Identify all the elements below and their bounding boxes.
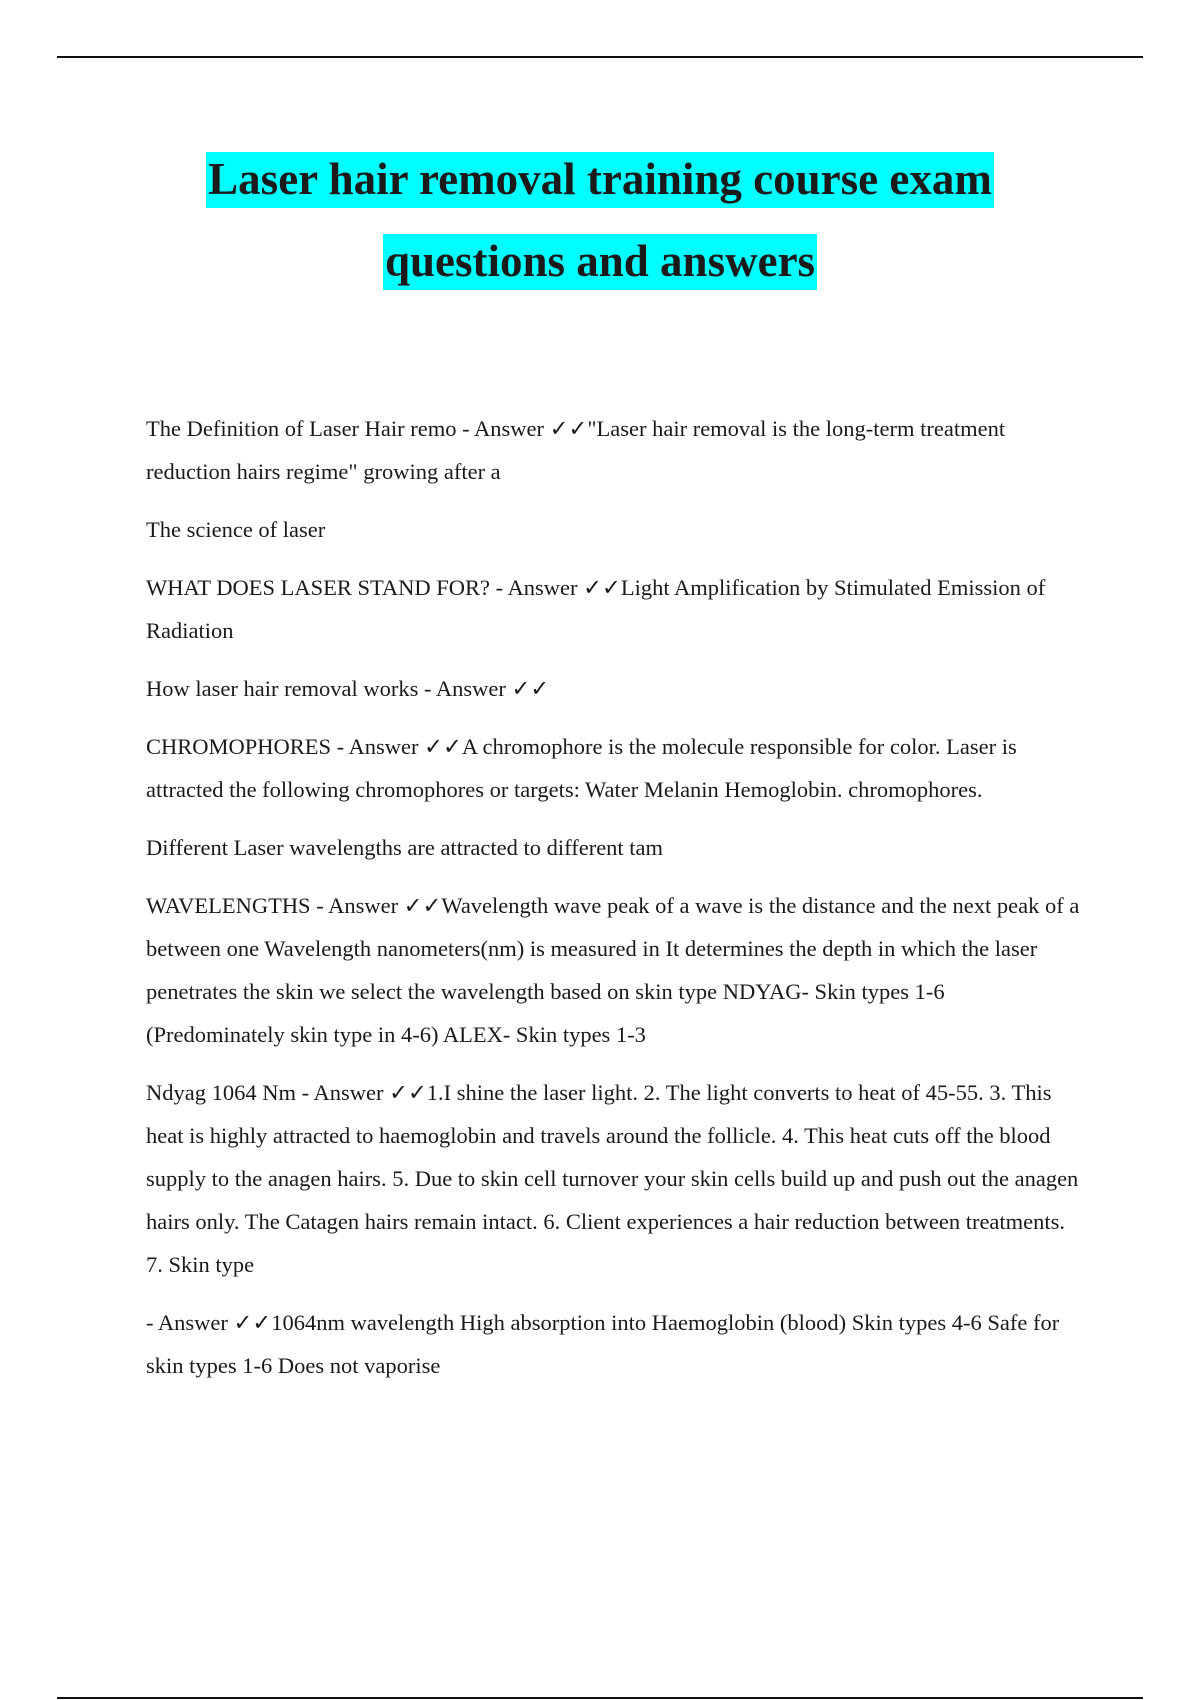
paragraph-1064nm: - Answer ✓✓1064nm wavelength High absorption into Haemoglobin (blood) Skin types 4-6 Safe for skin types 1-6 Does not vaporise xyxy=(146,1310,1060,1378)
paragraph-science-of-laser: The science of laser xyxy=(146,517,326,542)
top-rule xyxy=(57,56,1143,58)
paragraph-laser-acronym: WHAT DOES LASER STAND FOR? - Answer ✓✓Light Amplification by Stimulated Emission of Radiation xyxy=(146,575,1046,643)
paragraph-chromophores: CHROMOPHORES - Answer ✓✓A chromophore is the molecule responsible for color. Laser is attracted the following chromophores or targets: Water Melanin Hemoglobin. chromophores. xyxy=(146,734,1017,802)
document-title xyxy=(0,138,1200,302)
paragraph-definition: The Definition of Laser Hair remo - Answer ✓✓"Laser hair removal is the long-term treatment reduction hairs regime" growing after a xyxy=(146,416,1006,484)
paragraph-different-wavelengths: Different Laser wavelengths are attracted to different tam xyxy=(146,835,664,860)
paragraph-how-it-works: How laser hair removal works - Answer ✓✓ xyxy=(146,676,550,701)
bottom-rule xyxy=(57,1697,1143,1699)
title-line-1: Laser hair removal training course exam xyxy=(206,152,994,208)
paragraph-wavelengths: WAVELENGTHS - Answer ✓✓Wavelength wave peak of a wave is the distance and the next peak of a between one Wavelength nanometers(nm) is measured in It determines the depth in which the laser penetrates the skin we select the wavelength based on skin type NDYAG- Skin types 1-6 (Predominately skin type in 4-6) ALEX- Skin types 1-3 xyxy=(146,893,1080,1047)
title-line-2: questions and answers xyxy=(383,234,817,290)
document-body xyxy=(146,407,1081,1402)
paragraph-ndyag: Ndyag 1064 Nm - Answer ✓✓1.I shine the laser light. 2. The light converts to heat of 45-55. 3. This heat is highly attracted to haemoglobin and travels around the follicle. 4. This heat cuts off the blood supply to the anagen hairs. 5. Due to skin cell turnover your skin cells build up and push out the anagen hairs only. The Catagen hairs remain intact. 6. Client experiences a hair reduction between treatments. 7. Skin type xyxy=(146,1080,1079,1277)
